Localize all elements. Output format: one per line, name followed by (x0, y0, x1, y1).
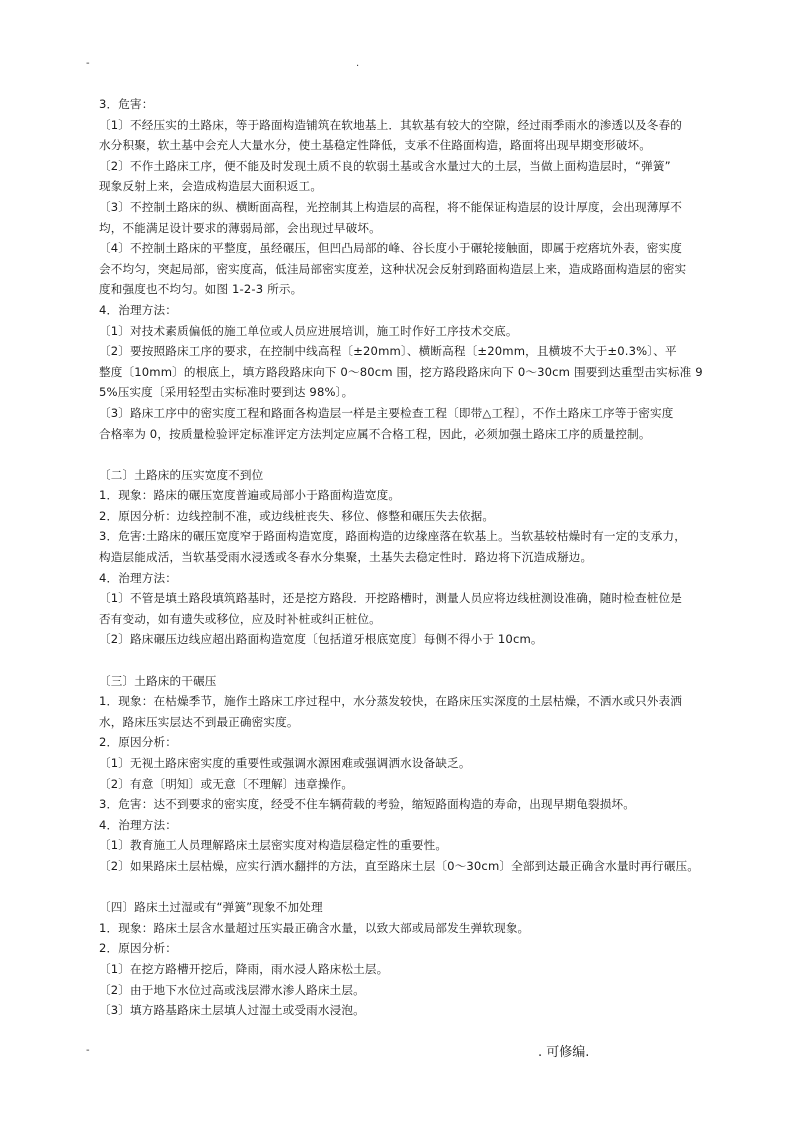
text-line: 3．危害:土路床的碾压宽度窄于路面构造宽度，路面构造的边缘座落在软基上。当软基较枯燥时有一定的支承力， (99, 529, 687, 544)
text-line: 〔2〕由于地下水位过高或浅层滞水渗人路床土层。 (99, 982, 365, 997)
text-line: 1．现象：在枯燥季节，施作土路床工序过程中，水分蒸发较快，在路床压实深度的土层枯燥，不洒水或只外表洒 (99, 694, 682, 709)
section-compaction-width (99, 465, 699, 650)
footer-left-mark: - (86, 1045, 90, 1056)
text-line: 〔2〕有意〔明知〕或无意〔不理解〕违章操作。 (99, 776, 354, 791)
section-spacer (99, 444, 699, 465)
footer-editable-note: . 可修编. (538, 1045, 590, 1060)
text-line: 〔1〕教育施工人员理解路床土层密实度对构造层稳定性的重要性。 (99, 838, 448, 853)
section-heading: 〔二〕土路床的压实宽度不到位 (99, 467, 264, 482)
text-line: 合格率为 0，按质量检验评定标准评定方法判定应属不合格工程，因此，必须加强土路床工序的质量控制。 (99, 426, 651, 441)
header-center-mark: . (356, 58, 360, 69)
text-line: 〔3〕不控制土路床的纵、横断面高程，光控制其上构造层的高程，将不能保证构造层的设计厚度，会出现薄厚不 (99, 199, 682, 214)
text-line: 2．原因分析： (99, 735, 177, 750)
text-line: 〔2〕如果路床土层枯燥，应实行洒水翻拌的方法，直至路床土层〔0～30cm〕全部到达最正确含水量时再行碾压。 (99, 858, 700, 873)
text-line: 4．治理方法： (99, 302, 177, 317)
text-line: 〔4〕不控制土路床的平整度，虽经碾压，但凹凸局部的峰、谷长度小于碾轮接触面，即属于疙瘩坑外表，密实度 (99, 241, 682, 256)
text-line: 1．现象：路床的碾压宽度普遍或局部小于路面构造宽度。 (99, 488, 401, 503)
section-wet-subgrade (99, 897, 699, 1021)
text-line: 3．危害：达不到要求的密实度，经受不住车辆荷载的考验，缩短路面构造的寿命，出现早期龟裂损坏。 (99, 797, 635, 812)
text-line: 2．原因分析： (99, 941, 177, 956)
section-spacer (99, 650, 699, 671)
text-line: 〔3〕填方路基路床土层填人过湿土或受雨水浸泡。 (99, 1003, 365, 1018)
text-line: 3．危害： (99, 97, 154, 111)
section-hazard-and-treatment (99, 94, 703, 444)
text-line: 构造层能成活，当软基受雨水浸透或冬春水分集聚，土基失去稳定性时．路边将下沉造成掰边。 (99, 550, 593, 565)
text-line: 〔1〕不管是填土路段填筑路基时，还是挖方路段．开挖路槽时，测量人员应将边线桩测设准确，随时检查桩位是 (99, 591, 682, 606)
text-line: 现象反射上来，会造成构造层大面积返工。 (99, 179, 323, 194)
text-line: 〔1〕无视土路床密实度的重要性或强调水源困难或强调洒水设备缺乏。 (99, 756, 471, 770)
text-line: 否有变动，如有遗失或移位，应及时补桩或纠正桩位。 (99, 611, 381, 626)
header-left-mark: - (86, 58, 90, 69)
section-heading: 〔三〕土路床的干碾压 (99, 673, 217, 688)
section-spacer (99, 877, 699, 898)
section-heading: 〔四〕路床土过湿或有“弹簧”现象不加处理 (99, 900, 323, 915)
text-line: 1．现象：路床土层含水量超过压实最正确含水量，以致大部或局部发生弹软现象。 (99, 920, 530, 935)
text-line: 会不均匀，突起局部，密实度高，低洼局部密实度差，这种状况会反射到路面构造层上来，造成路面构造层的密实 (99, 261, 687, 276)
text-line: 〔1〕不经压实的土路床，等于路面构造铺筑在软地基上．其软基有较大的空隙，经过雨季雨水的渗透以及冬春的 (99, 117, 682, 132)
text-line: 5%压实度〔采用轻型击实标准时要到达 98%〕。 (99, 385, 354, 400)
section-dry-rolling (99, 671, 699, 877)
text-line: 水，路床压实层达不到最正确密实度。 (99, 714, 299, 729)
text-line: 〔3〕路床工序中的密实度工程和路面各构造层一样是主要检查工程〔即带△工程〕，不作土路床工序等于密实度 (99, 405, 674, 420)
text-line: 2．原因分析：边线控制不准，或边线桩丧失、移位、修整和碾压失去依据。 (99, 508, 495, 523)
text-line: 〔1〕在挖方路槽开挖后，降雨，雨水浸人路床松土层。 (99, 961, 389, 976)
text-line: 均，不能满足设计要求的薄弱局部，会出现过早破坏。 (99, 220, 381, 235)
text-line: 4．治理方法： (99, 817, 177, 832)
text-line: 水分积聚，软土基中会充人大量水分，使土基稳定性降低，支承不住路面构造，路面将出现早期变形破坏。 (99, 138, 651, 153)
text-line: 度和强度也不均匀。如图 1-2-3 所示。 (99, 282, 303, 297)
text-line: 〔2〕路床碾压边线应超出路面构造宽度〔包括道牙根底宽度〕每侧不得小于 10cm。 (99, 632, 543, 647)
text-line: 〔1〕对技术素质偏低的施工单位或人员应进展培训，施工时作好工序技术交底。 (99, 323, 518, 338)
text-line: 〔2〕不作土路床工序，便不能及时发现土质不良的软弱土基或含水量过大的土层，当做上面构造层时，“弹簧” (99, 158, 671, 173)
text-line: 4．治理方法： (99, 570, 177, 585)
text-line: 整度〔10mm〕的根底上，填方路段路床向下 0～80cm 围，挖方路段路床向下 0～30cm 围要到达重型击实标准 9 (99, 364, 703, 379)
document-body (99, 94, 703, 1021)
text-line: 〔2〕要按照路床工序的要求，在控制中线高程〔±20mm〕、横断高程〔±20mm，且横坡不大于±0.3%〕、平 (99, 344, 677, 359)
